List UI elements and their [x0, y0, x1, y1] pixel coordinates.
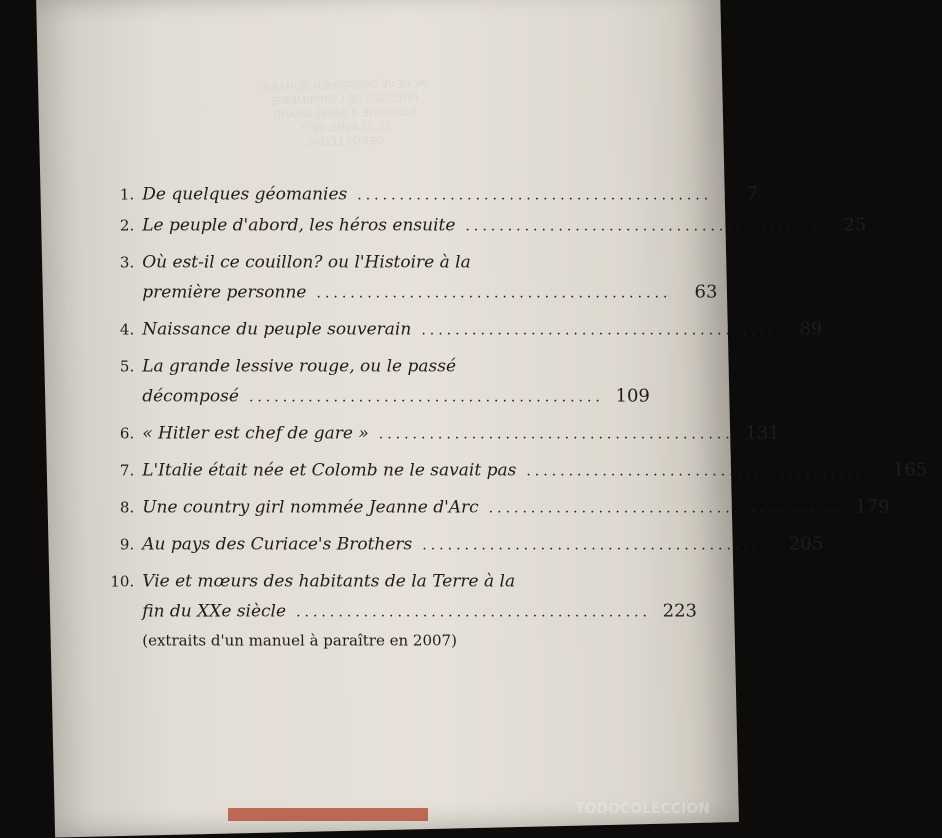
page-number: 7	[746, 183, 759, 205]
toc-entry-3	[102, 247, 718, 308]
chapter-number: 8.	[119, 498, 135, 517]
leader-dots: ..........................................	[488, 500, 844, 517]
chapter-title: Où est-il ce couillon? ou l'Histoire à la	[142, 252, 471, 273]
page-number: 205	[788, 533, 824, 555]
toc-entry-4	[102, 314, 823, 345]
chapter-title: Naissance du peuple souverain	[142, 319, 412, 340]
page-number: 131	[745, 422, 780, 444]
table-of-contents	[102, 179, 928, 653]
leader-dots: ..........................................	[296, 604, 651, 621]
bleed-line	[255, 133, 435, 151]
chapter-number: 5.	[119, 357, 135, 376]
chapter-number: 7.	[119, 461, 135, 480]
chapter-title-continued: première personne	[142, 282, 307, 303]
leader-dots: ..........................................	[526, 463, 882, 480]
chapter-number: 2.	[119, 216, 135, 235]
leader-dots: ..........................................	[248, 389, 604, 406]
chapter-number: 6.	[119, 424, 135, 443]
watermark: TODOCOLECCION	[574, 801, 710, 817]
chapter-number: 3.	[119, 253, 135, 272]
page-number: 25	[843, 214, 867, 236]
page-number: 109	[615, 385, 650, 407]
page-number: 165	[892, 459, 928, 481]
book-page	[36, 0, 928, 838]
page-number: 89	[799, 318, 823, 340]
page-number: 179	[855, 496, 890, 518]
toc-entry-5	[102, 351, 650, 412]
toc-entry-8	[102, 492, 890, 523]
toc-entry-10	[102, 566, 697, 653]
chapter-title: De quelques géomanies	[142, 184, 348, 205]
toc-entry-1	[102, 179, 759, 210]
chapter-number: 10.	[110, 572, 135, 591]
bleed-through-text	[254, 77, 436, 151]
leader-dots: ..........................................	[421, 322, 777, 339]
toc-entry-2	[102, 210, 867, 241]
page-number: 223	[662, 600, 697, 622]
chapter-title: L'Italie était née et Colomb ne le savait pas	[142, 460, 517, 481]
chapter-note: (extraits d'un manuel à paraître en 2007)	[142, 631, 457, 650]
chapter-number: 1.	[119, 185, 135, 204]
book-cover-edge	[228, 808, 428, 821]
leader-dots: ..........................................	[465, 218, 821, 235]
chapter-title: La grande lessive rouge, ou le passé	[142, 356, 457, 377]
chapter-title-continued: fin du XXe siècle	[142, 601, 287, 622]
chapter-number: 4.	[119, 320, 135, 339]
chapter-title: Au pays des Curiace's Brothers	[142, 534, 413, 555]
leader-dots: ..........................................	[422, 537, 778, 554]
toc-entry-6	[102, 418, 780, 449]
chapter-title-continued: décomposé	[142, 386, 239, 407]
chapter-title: « Hitler est chef de gare »	[142, 423, 369, 444]
chapter-title: Le peuple d'abord, les héros ensuite	[142, 215, 456, 236]
leader-dots: ..........................................	[378, 426, 734, 443]
leader-dots: ..........................................	[316, 285, 672, 302]
chapter-title: Vie et mœurs des habitants de la Terre à la	[142, 571, 516, 592]
toc-entry-7	[102, 455, 928, 486]
page-number: 63	[694, 281, 718, 303]
leader-dots: ..........................................	[357, 187, 713, 204]
chapter-number: 9.	[119, 535, 135, 554]
chapter-title: Une country girl nommée Jeanne d'Arc	[142, 497, 479, 518]
toc-entry-9	[102, 529, 824, 560]
